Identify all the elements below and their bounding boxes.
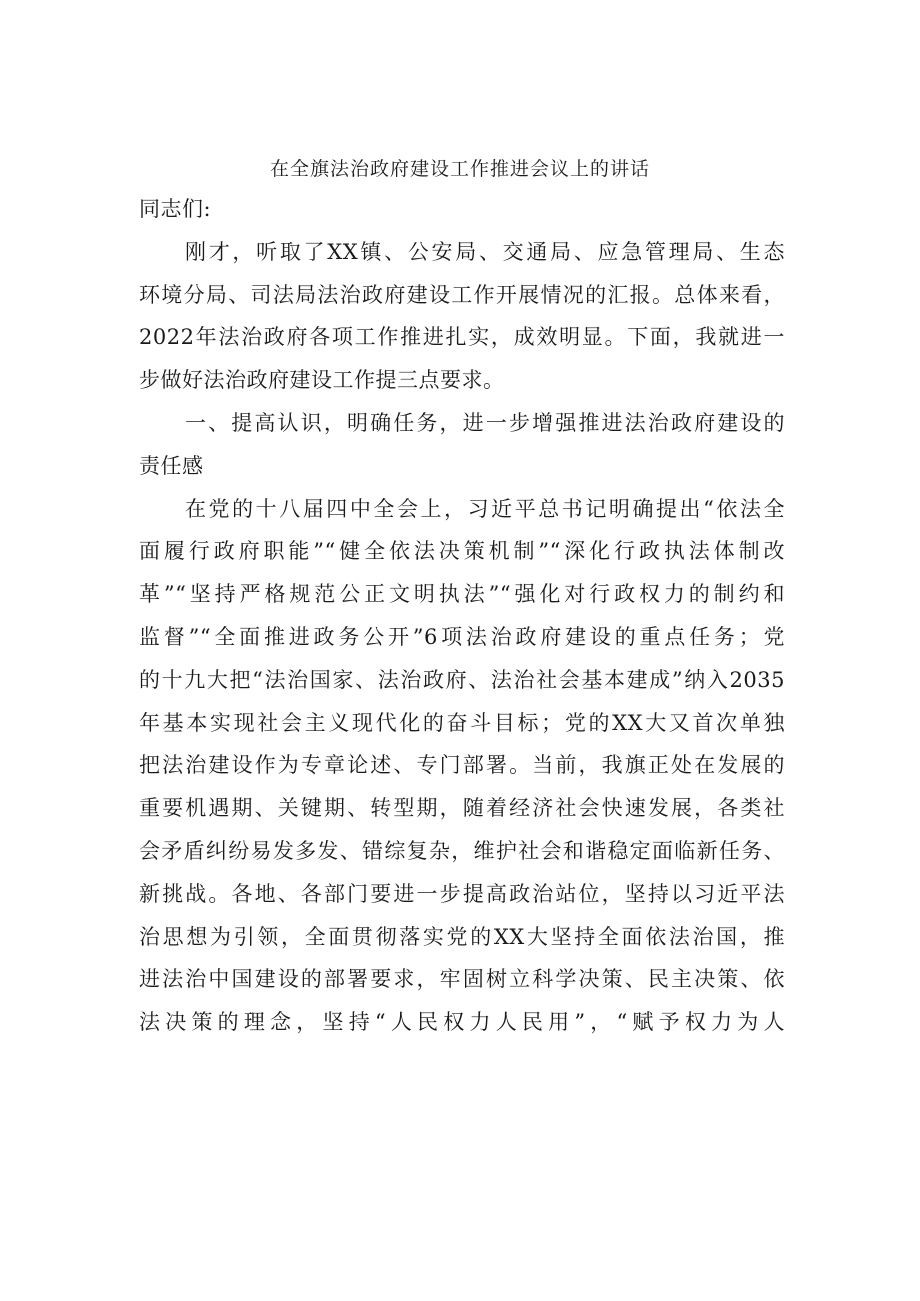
paragraph-line: 在党的十八届四中全会上，习近平总书记明确提出“依法全 (185, 496, 785, 521)
paragraph-line: 重要机遇期、关键期、转型期，随着经济社会快速发展，各类社 (139, 796, 785, 821)
section-heading-line: 责任感 (139, 453, 204, 478)
paragraph-line: 的十九大把“法治国家、法治政府、法治社会基本建成”纳入2035 (139, 667, 785, 692)
paragraph-line: 环境分局、司法局法治政府建设工作开展情况的汇报。总体来看， (139, 282, 785, 307)
document-body (139, 188, 785, 1044)
paragraph-line: 治思想为引领，全面贯彻落实党的XX大坚持全面依法治国，推 (139, 924, 785, 949)
paragraph-line: 2022年法治政府各项工作推进扎实，成效明显。下面，我就进一 (139, 325, 785, 350)
paragraph-line: 会矛盾纠纷易发多发、错综复杂，维护社会和谐稳定面临新任务、 (139, 838, 785, 863)
paragraph-line: 法决策的理念，坚持“人民权力人民用”，“赋予权力为人 (139, 1010, 785, 1035)
paragraph-line: 刚才，听取了XX镇、公安局、交通局、应急管理局、生态 (185, 239, 785, 264)
paragraph-line: 年基本实现社会主义现代化的奋斗目标；党的XX大又首次单独 (139, 710, 785, 735)
document-title: 在全旗法治政府建设工作推进会议上的讲话 (269, 158, 650, 180)
section-heading-line: 一、提高认识，明确任务，进一步增强推进法治政府建设的 (185, 410, 785, 435)
salutation: 同志们: (139, 197, 212, 221)
paragraph-line: 革”“坚持严格规范公正文明执法”“强化对行政权力的制约和 (139, 582, 785, 607)
paragraph-line: 步做好法治政府建设工作提三点要求。 (139, 368, 505, 393)
paragraph-line: 监督”“全面推进政务公开”6项法治政府建设的重点任务；党 (139, 624, 785, 649)
paragraph-line: 面履行政府职能”“健全依法决策机制”“深化行政执法体制改 (139, 539, 785, 564)
paragraph-line: 把法治建设作为专章论述、专门部署。当前，我旗正处在发展的 (139, 753, 785, 778)
paragraph-line: 进法治中国建设的部署要求，牢固树立科学决策、民主决策、依 (139, 967, 785, 992)
paragraph-line: 新挑战。各地、各部门要进一步提高政治站位，坚持以习近平法 (139, 881, 785, 906)
